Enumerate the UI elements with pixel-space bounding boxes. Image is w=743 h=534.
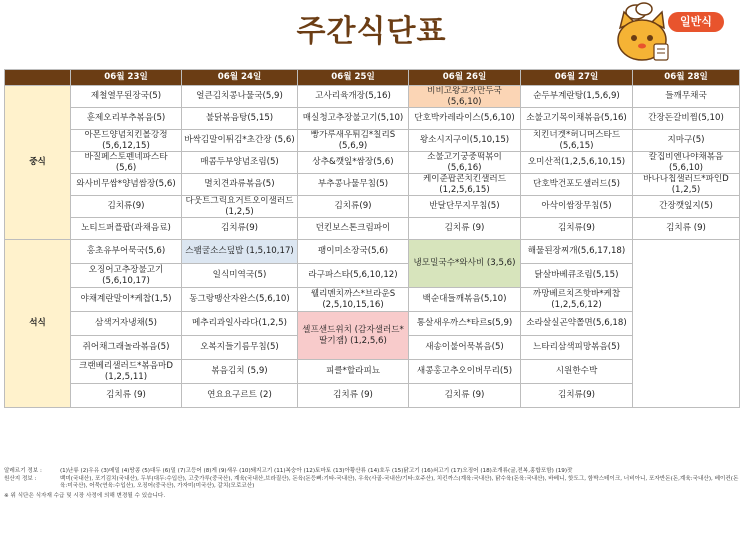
menu-cell: 왕소시지구이(5,10,15) <box>409 130 521 152</box>
date-header: 06월 26일 <box>409 70 521 86</box>
menu-cell: 김치류 (9) <box>298 384 409 408</box>
menu-cell: 팽이미소장국(5,6) <box>298 240 409 264</box>
allergy-label: 알레르기 정보 : <box>4 468 42 474</box>
menu-cell: 아몬드양념치킨볼강정 (5,6,12,15) <box>71 130 182 152</box>
page-title: 주간식단표 <box>296 14 447 49</box>
weekly-menu-table <box>4 69 740 408</box>
menu-cell: 매실청고추장불고기(5,10) <box>298 108 409 130</box>
lunch-row <box>5 152 740 174</box>
menu-cell: 닭살바베큐조림(5,15) <box>521 264 633 288</box>
menu-cell: 까망베르치즈핫바*케찹(1,2,5,6,12) <box>521 288 633 312</box>
menu-cell: 제철열무된장국(5) <box>71 86 182 108</box>
menu-cell: 빵가루새우튀김*칠리S (5,6,9) <box>298 130 409 152</box>
menu-cell: 동그랑땡산자완스(5,6,10) <box>182 288 298 312</box>
menu-cell: 볶음김치 (5,9) <box>182 360 298 384</box>
menu-cell: 김치류(9) <box>298 196 409 218</box>
menu-cell: 훈제오리부추볶음(5) <box>71 108 182 130</box>
menu-cell: 오미산적(1,2,5,6,10,15) <box>521 152 633 174</box>
dinner-row <box>5 312 740 336</box>
menu-cell: 라구파스타(5,6,10,12) <box>298 264 409 288</box>
menu-cell: 반달단무지무침(5) <box>409 196 521 218</box>
menu-cell: 새송이불어묵볶음(5) <box>409 336 521 360</box>
menu-cell: 통살새우까스*타르s(5,9) <box>409 312 521 336</box>
menu-cell: 지마구(5) <box>633 130 740 152</box>
menu-cell: 바싹김말이튀김*초간장 (5,6) <box>182 130 298 152</box>
menu-cell: 새콩홍고추오이버무리(5) <box>409 360 521 384</box>
lunch-row <box>5 108 740 130</box>
dinner-row <box>5 384 740 408</box>
menu-cell: 김치류 (9) <box>633 218 740 240</box>
menu-cell: 바나나칩샐러드*파인D (1,2,5) <box>633 174 740 196</box>
menu-cell-highlight: 스팸굴소스덮밥 (1,5,10,17) <box>182 240 298 264</box>
origin-label: 원산지 정보 : <box>4 475 37 482</box>
menu-cell: 매콤두부양념조림(5) <box>182 152 298 174</box>
menu-cell: 시원한수박 <box>521 360 633 384</box>
origin-info <box>4 476 739 491</box>
menu-cell: 상추&깻잎*쌈장(5,6) <box>298 152 409 174</box>
menu-cell: 소불고기궁중떡볶이 (5,6,16) <box>409 152 521 174</box>
menu-cell: 연요요구르트 (2) <box>182 384 298 408</box>
chef-cat-mascot-icon <box>612 2 682 66</box>
dinner-label: 석식 <box>5 240 71 408</box>
lunch-row <box>5 130 740 152</box>
menu-cell: 김치류(9) <box>521 218 633 240</box>
menu-cell: 단호박카레라이스(5,6,10) <box>409 108 521 130</box>
menu-cell: 던킨보스톤크림파이 <box>298 218 409 240</box>
menu-cell: 김치류 (9) <box>71 384 182 408</box>
menu-cell: 삼색거자냉채(5) <box>71 312 182 336</box>
allergy-info <box>4 468 739 476</box>
date-header-row <box>5 70 740 86</box>
menu-cell: 케이준팝콘치킨샐러드 (1,2,5,6,15) <box>409 174 521 196</box>
lunch-row <box>5 218 740 240</box>
menu-cell: 일식미역국(5) <box>182 264 298 288</box>
menu-cell: 오복지들기름무침(5) <box>182 336 298 360</box>
date-header: 06월 27일 <box>521 70 633 86</box>
menu-cell: 순두부계란탕(1,5,6,9) <box>521 86 633 108</box>
menu-cell: 아삭이쌈장무침(5) <box>521 196 633 218</box>
date-header: 06월 28일 <box>633 70 740 86</box>
menu-cell: 부추콩나물무침(5) <box>298 174 409 196</box>
dinner-row <box>5 288 740 312</box>
menu-cell: 김치류(9) <box>182 218 298 240</box>
lunch-label: 중식 <box>5 86 71 240</box>
menu-cell: 피클*할라피뇨 <box>298 360 409 384</box>
header-corner <box>5 70 71 86</box>
menu-cell: 들깨무채국 <box>633 86 740 108</box>
menu-cell: 노티드퍼플팝(과채음료) <box>71 218 182 240</box>
lunch-row <box>5 174 740 196</box>
lunch-row <box>5 86 740 108</box>
menu-cell: 단호박건포도샐러드(5) <box>521 174 633 196</box>
menu-cell: 김치류(9) <box>71 196 182 218</box>
menu-cell: 김치류 (9) <box>409 384 521 408</box>
menu-cell-highlight: 냉모밀국수*와사비 (3,5,6) <box>409 240 521 288</box>
menu-cell: 소불고기목이채볶음(5,16) <box>521 108 633 130</box>
empty-cell <box>633 240 740 408</box>
lunch-row <box>5 196 740 218</box>
footer-info <box>4 468 739 500</box>
menu-cell: 느타리삼색피망볶음(5) <box>521 336 633 360</box>
menu-cell: 간장깻잎지(5) <box>633 196 740 218</box>
menu-cell: 불닭볶음탕(5,15) <box>182 108 298 130</box>
menu-cell: 고사리육개장(5,16) <box>298 86 409 108</box>
allergy-text: (1)난류 (2)우유 (3)메밀 (4)땅콩 (5)대두 (6)밀 (7)고등어 (8)게 (9)새우 (10)돼지고기 (11)복숭아 (12)토마토 (13)아황산류 (14)호두 (15)닭고기 (16)쇠고기 (17)오징어 (18)조개류(굴,전복,홍합포함) (19)잣 <box>60 468 573 474</box>
menu-cell: 백순대들깨볶음(5,10) <box>409 288 521 312</box>
menu-cell: 홍초유부어묵국(5,6) <box>71 240 182 264</box>
menu-cell: 오징어고추장불고기 (5,6,10,17) <box>71 264 182 288</box>
dinner-row <box>5 240 740 264</box>
origin-text: 백미(국내산), 포기김치(국내산), 두부(대두:수입산), 고춧가루(중국산), 계육(국내산,브라질산), 돈육(돈등뼈:기타-국내산), 우육(사골-국내산/기타:호주산), 치킨까스(계육:국내산), 닭수육(돈육:국내산), 바베니, 핫도그, 함박스테이크, 너비아니, 포자반돈(돈,계육:국내산), 베이컨(돈육:미국산), 어묵(연육:수입산), 오징어(중국산), 가자미(미국산), 갈치(모로코산) <box>60 475 739 490</box>
menu-cell: 메추리과일사라다(1,2,5) <box>182 312 298 336</box>
menu-cell: 다웃트그릭요거트오이샐러드(1,2,5) <box>182 196 298 218</box>
menu-cell: 김치류(9) <box>521 384 633 408</box>
menu-cell: 웰리멘치까스*브라운S (2,5,10,15,16) <box>298 288 409 312</box>
date-header: 06월 24일 <box>182 70 298 86</box>
menu-cell: 해물된장찌개(5,6,17,18) <box>521 240 633 264</box>
menu-cell: 쥐어채그래놀라볶음(5) <box>71 336 182 360</box>
menu-cell: 김치류 (9) <box>409 218 521 240</box>
date-header: 06월 25일 <box>298 70 409 86</box>
menu-cell-highlight: 비비고왕교자만두국 (5,6,10) <box>409 86 521 108</box>
menu-cell: 야채계란말이*케찹(1,5) <box>71 288 182 312</box>
menu-cell: 멸치견과류볶음(5) <box>182 174 298 196</box>
menu-cell: 와사비무쌈*양념쌈장(5,6) <box>71 174 182 196</box>
menu-cell: 얼큰김치콩나물국(5,9) <box>182 86 298 108</box>
menu-cell-highlight: 셀프샌드위치 (감자샐러드*딸기잼) (1,2,5,6) <box>298 312 409 360</box>
change-notice: ※ 위 식단은 식자재 수급 및 시장 사정에 의해 변경될 수 있습니다. <box>4 492 166 499</box>
diet-type-badge: 일반식 <box>668 12 724 32</box>
date-header: 06월 23일 <box>71 70 182 86</box>
menu-cell: 소라살실곤약쫄면(5,6,18) <box>521 312 633 336</box>
menu-cell: 간장돈갈비찜(5,10) <box>633 108 740 130</box>
menu-cell: 치킨너겟*허니머스타드 (5,6,15) <box>521 130 633 152</box>
dinner-row <box>5 360 740 384</box>
menu-cell: 크랜베리샐러드*볶음마D (1,2,5,11) <box>71 360 182 384</box>
menu-cell: 바질페스토펜네파스타 (5,6) <box>71 152 182 174</box>
dinner-row <box>5 264 740 288</box>
menu-cell: 칼집비엔나야채볶음 (5,6,10) <box>633 152 740 174</box>
